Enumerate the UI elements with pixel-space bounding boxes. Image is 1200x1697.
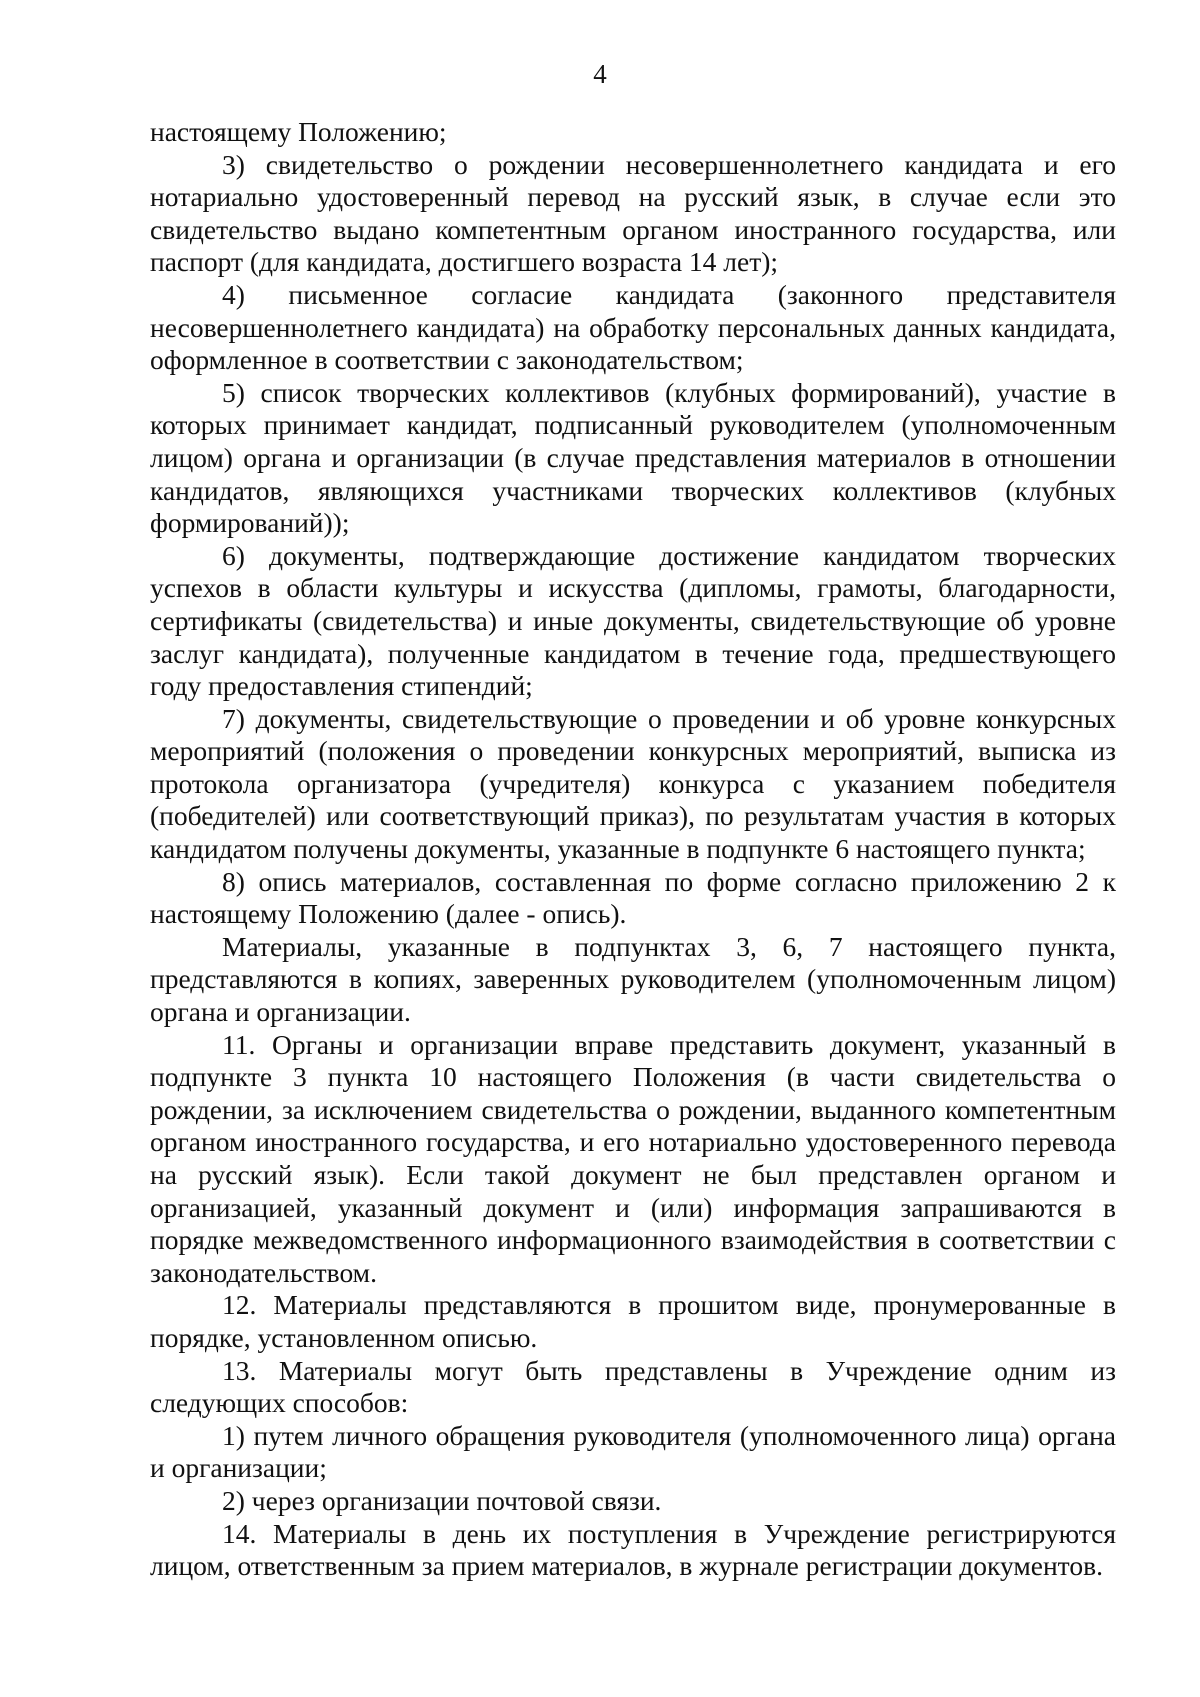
paragraph-item-7: 7) документы, свидетельствующие о проведении и об уровне конкурсных мероприятий (положения о проведении конкурсных мероприятий, выписка из протокола организатора (учредителя) конкурса с указанием победителя (победителей) или соответствующий приказ), по результатам участия в которых кандидатом получены документы, указанные в подпункте 6 настоящего пункта; bbox=[150, 702, 1116, 865]
paragraph-clause-12: 12. Материалы представляются в прошитом виде, пронумерованные в порядке, установленном описью. bbox=[150, 1289, 1116, 1353]
paragraph-continuation: настоящему Положению; bbox=[150, 116, 447, 147]
paragraph-item-8: 8) опись материалов, составленная по форме согласно приложению 2 к настоящему Положению (далее - опись). bbox=[150, 865, 1116, 930]
paragraph-clause-13-item-2: 2) через организации почтовой связи. bbox=[222, 1484, 662, 1516]
paragraph-clause-11: 11. Органы и организации вправе представить документ, указанный в подпункте 3 пункта 10 настоящего Положения (в части свидетельства о рождении, за исключением свидетельства о рождении, выданного компетентным органом иностранного государства, и его нотариально удостоверенного перевода на русский язык). Если такой документ не был представлен органом и организацией, указанный документ и (или) информация запрашиваются в порядке межведомственного информационного взаимодействия в соответствии с законодательством. bbox=[150, 1028, 1116, 1288]
paragraph-clause-13-item-1: 1) путем личного обращения руководителя (уполномоченного лица) органа и организации; bbox=[150, 1419, 1116, 1484]
paragraph-item-4: 4) письменное согласие кандидата (законного представителя несовершеннолетнего кандидата) на обработку персональных данных кандидата, оформленное в соответствии с законодательством; bbox=[150, 278, 1116, 376]
paragraph-item-5: 5) список творческих коллективов (клубных формирований), участие в которых принимает кандидат, подписанный руководителем (уполномоченным лицом) органа и организации (в случае представления материалов в отношении кандидатов, являющихся участниками творческих коллективов (клубных формирований)); bbox=[150, 376, 1116, 539]
document-body bbox=[150, 116, 1116, 1583]
paragraph-materials-copies: Материалы, указанные в подпунктах 3, 6, 7 настоящего пункта, представляются в копиях, заверенных руководителем (уполномоченным лицом) органа и организации. bbox=[150, 930, 1116, 1028]
paragraph-item-6: 6) документы, подтверждающие достижение кандидатом творческих успехов в области культуры и искусства (дипломы, грамоты, благодарности, сертификаты (свидетельства) и иные документы, свидетельствующие об уровне заслуг кандидата), полученные кандидатом в течение года, предшествующего году предоставления стипендий; bbox=[150, 539, 1116, 702]
page-number: 4 bbox=[593, 59, 607, 89]
paragraph-clause-14: 14. Материалы в день их поступления в Учреждение регистрируются лицом, ответственным за прием материалов, в журнале регистрации документов. bbox=[150, 1517, 1116, 1582]
paragraph-clause-13: 13. Материалы могут быть представлены в Учреждение одним из следующих способов: bbox=[150, 1354, 1116, 1419]
paragraph-item-3: 3) свидетельство о рождении несовершеннолетнего кандидата и его нотариально удостоверенный перевод на русский язык, в случае если это свидетельство выдано компетентным органом иностранного государства, или паспорт (для кандидата, достигшего возраста 14 лет); bbox=[150, 148, 1116, 278]
